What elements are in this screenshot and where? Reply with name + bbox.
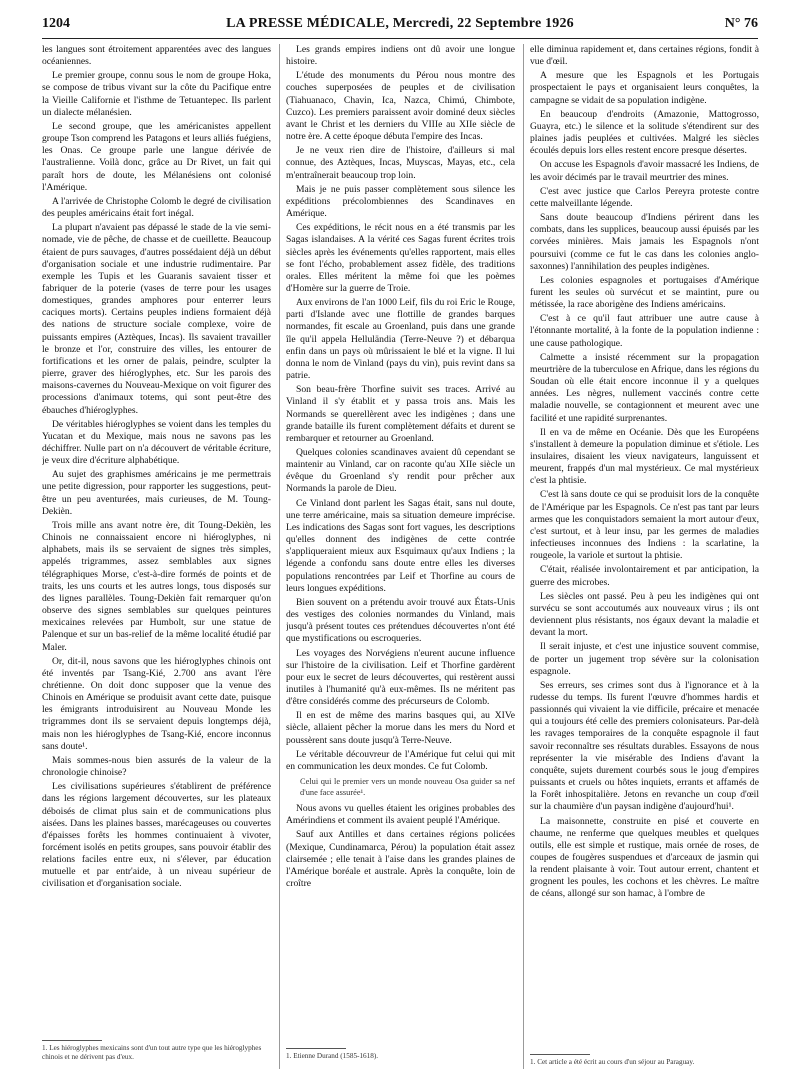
- paragraph: A l'arrivée de Christophe Colomb le degré de civilisation des peuples américains était fort inégal.: [42, 195, 271, 220]
- paragraph: Au sujet des graphismes américains je me permettrais une petite digression, pour rapporter les suggestions, peut-être un peu aventurées, mais curieuses, de M. Toung-Dekièn.: [42, 469, 271, 517]
- column-divider: [279, 44, 280, 1069]
- paragraph: De véritables hiéroglyphes se voient dans les temples du Yucatan et du Mexique, mais nous ne savons pas les déchiffrer. Nulle part on n'a découvert de véritable écriture, je veux dire d'écriture alphabétique.: [42, 418, 271, 467]
- footnote-rule: [286, 1048, 346, 1049]
- paragraph: Le second groupe, que les américanistes appellent groupe Tson comprend les Patagons et leurs alliés fuégiens, les Onas. Ce groupe parle une langue dérivée de l'australienne. Voilà donc, grâce au Dr Rivet, un fait qui paraît hors de doute, les Mélanésiens ont colonisé l'Amérique.: [42, 120, 271, 193]
- paragraph: Sauf aux Antilles et dans certaines régions policées (Mexique, Cundinamarca, Pérou) la population était assez clairsemée ; elle tenait à l'aise dans les grandes plaines de l'Amérique boréale et australe. Après la conquête, loin de croître: [286, 829, 515, 889]
- paragraph: Mais sommes-nous bien assurés de la valeur de la chronologie chinoise?: [42, 754, 271, 779]
- paragraph: L'étude des monuments du Pérou nous montre des couches superposées de peuples et de civilisation (Tiahuanaco, Chavin, Ica, Nazca, Chimú, Chimbote, Cuzco). Les premiers paraissent avoir dominé deux siècles avant le Christ et les derniers du VIIIe au XIIe siècle de notre ère. A cette époque débuta l'empire des Incas.: [286, 70, 515, 143]
- paragraph: Ces expéditions, le récit nous en a été transmis par les Sagas islandaises. A la vérité ces Sagas furent écrites trois siècles après les événements qu'elles rapportent, mais elles se font l'écho, probablement assez fidèle, des traditions orales. Elles méritent la même foi que les poèmes d'Homère sur la guerre de Troie.: [286, 222, 515, 294]
- column-2: [286, 44, 515, 1074]
- paragraph: C'est là sans doute ce qui se produisit lors de la conquête de l'Amérique par les Espagnols. Ce n'est pas tant par leurs armes que les conquistadors semaient la mort autour d'eux, c'est surtout, et à leur insu, par les germes de maladies infectieuses inconnues des Indiens : la scarlatine, la rougeole, la variole et surtout la phtisie.: [530, 489, 759, 562]
- paragraph: Mais je ne puis passer complètement sous silence les expéditions précolombiennes des Scandinaves en Amérique.: [286, 183, 515, 220]
- paragraph: Son beau-frère Thorfine suivit ses traces. Arrivé au Vinland il s'y établit et y passa trois ans. Mais les Normands se querellèrent avec les indigènes ; dans une grande bataille ils furent complètement défaits et durent se rembarquer et retourner au Groenland.: [286, 384, 515, 444]
- issue-number: N° 76: [724, 16, 758, 31]
- paragraph: Les colonies espagnoles et portugaises d'Amérique furent les seules où survécut et se maintint, pure ou métissée, la race aborigène des Indiens américains.: [530, 274, 759, 311]
- paragraph: En beaucoup d'endroits (Amazonie, Mattogrosso, Guayra, etc.) le silence et la solitude s'étendirent sur des plaines jadis peuplées et cultivées. Malgré les siècles écoulés depuis lors elles restent encore presque désertes.: [530, 108, 759, 157]
- paragraph: Or, dit-il, nous savons que les hiéroglyphes chinois ont été inventés par Tsang-Kié, 2.700 ans avant l'ère chrétienne. On doit donc supposer que la venue des Chinois en Amérique se produisit avant cette date, puisque les émigrants introduisirent au Nouveau Monde les trigrammes dont ils se servaient depuis longtemps déjà, mais non les hiéroglyphes de Tsang-Kié, encore inconnus sans doute¹.: [42, 655, 271, 752]
- paragraph: Calmette a insisté récemment sur la propagation meurtrière de la tuberculose en Afrique, dans les régions du Soudan où elle était encore inconnue il y a quelques années. Les nègres, nullement vaccinés contre cette maladie nouvelle, se contagionnent et meurent avec une facilité et une rapidité surprenantes.: [530, 351, 759, 424]
- paragraph: Sans doute beaucoup d'Indiens périrent dans les combats, dans les supplices, beaucoup aussi épuisés par les corvées minières. Mais jamais les Espagnols n'ont poursuivi (comme ce fut le cas dans les colonies anglo-saxonnes) l'annihilation des peuples indigènes.: [530, 212, 759, 272]
- journal-title: LA PRESSE MÉDICALE, Mercredi, 22 Septembre 1926: [226, 16, 574, 31]
- column-divider: [523, 44, 524, 1069]
- paragraph: C'est à ce qu'il faut attribuer une autre cause à l'étonnante mortalité, à la fonte de la population indienne : une cause pathologique.: [530, 313, 759, 349]
- verse-quote: Celui qui le premier vers un monde nouveau Osa guider sa nef d'une face assurée¹.: [300, 777, 515, 798]
- footnote: 1. Les hiéroglyphes mexicains sont d'un tout autre type que les hiéroglyphes chinois et ne dérivent pas d'eux.: [42, 1044, 262, 1061]
- paragraph: Quelques colonies scandinaves avaient dû cependant se maintenir au Vinland, car on raconte qu'au XIIe siècle un évêque du Groenland s'y rendit pour prêcher aux Normands la parole de Dieu.: [286, 447, 515, 495]
- column-3: [530, 44, 759, 1074]
- paragraph: A mesure que les Espagnols et les Portugais prospectaient le pays et organisaient leurs conquêtes, la campagne se vidait de sa population indigène.: [530, 70, 759, 106]
- paragraph: C'est avec justice que Carlos Pereyra proteste contre cette malveillante légende.: [530, 185, 759, 209]
- footnote-rule: [42, 1040, 102, 1041]
- paragraph: Je ne veux rien dire de l'histoire, d'ailleurs si mal connue, des Aztèques, Incas, Muyscas, Mayas, etc., cela m'entraînerait beaucoup trop loin.: [286, 145, 515, 181]
- paragraph: Le véritable découvreur de l'Amérique fut celui qui mit en communication les deux mondes. Ce fut Colomb.: [286, 748, 515, 772]
- paragraph: La maisonnette, construite en pisé et couverte en chaume, ne renferme que quelques meubles et quelques outils, elle est simple et rustique, mais ornée de roses, de coupes de fougères suspendues et d'arceaux de jasmin qui la rendent plaisante à voir. Tout autour errent, chantent et grognent les poules, les cochons et les chèvres. Le maître de céans, allongé sur son hamac, à l'ombre de: [530, 815, 759, 900]
- paragraph: elle diminua rapidement et, dans certaines régions, fondit à vue d'œil.: [530, 44, 759, 68]
- paragraph: Ce Vinland dont parlent les Sagas était, sans nul doute, une terre américaine, mais sa situation demeure imprécise. Les indications des Sagas sont fort vagues, les descriptions qu'elles donnent des indigènes de cette contrée s'appliqueraient mieux aux Esquimaux qu'aux Indiens ; la légende a confondu sans doute entre elles les diverses populations rencontrées par Leif et Thorfine au cours de leurs longues expéditions.: [286, 497, 515, 594]
- header-rule: [42, 38, 758, 39]
- page-header: [42, 12, 758, 34]
- paragraph: Les civilisations supérieures s'établirent de préférence dans les régions largement découvertes, sur les plateaux déboisés de climat plus sain et de communications plus aisées. Dans les plaines basses, marécageuses ou couvertes d'épaisses forêts les hommes continuaient à vivoter, forcément isolés en petits groupes, sans pouvoir établir des relations faciles entre eux, ni s'élever, par éducation mutuelle et par entr'aide, à un niveau supérieur de civilisation et d'organisation sociale.: [42, 781, 271, 890]
- paragraph: Les voyages des Norvégiens n'eurent aucune influence sur l'histoire de la civilisation. Leif et Thorfine gardèrent pour eux le secret de leurs découvertes, qui restèrent aussi inutiles à l'humanité qu'à eux-mêmes. Ils ne méritent pas d'être considérés comme des précurseurs de Colomb.: [286, 647, 515, 708]
- paragraph: Bien souvent on a prétendu avoir trouvé aux États-Unis des vestiges des colonies normandes du Vinland, mais jusqu'à présent toutes ces prétendues découvertes n'ont été que mystifications ou escroqueries.: [286, 596, 515, 645]
- paragraph: les langues sont étroitement apparentées avec des langues océaniennes.: [42, 44, 271, 68]
- paragraph: Il en est de même des marins basques qui, au XIVe siècle, allaient pêcher la morue dans les mers du Nord et poussèrent sans doute jusqu'à Terre-Neuve.: [286, 710, 515, 746]
- paragraph: Nous avons vu quelles étaient les origines probables des Amérindiens et comment ils avaient peuplé l'Amérique.: [286, 803, 515, 827]
- column-1: [42, 44, 271, 1074]
- page-number: 1204: [42, 16, 70, 31]
- footnote: 1. Cet article a été écrit au cours d'un séjour au Paraguay.: [530, 1058, 695, 1066]
- paragraph: Les siècles ont passé. Peu à peu les indigènes qui ont survécu se sont accoutumés aux nouveaux virus ; ils ont deviennent plus résistants, nos égaux devant la maladie et devant la mort.: [530, 590, 759, 639]
- footnote-rule: [530, 1054, 590, 1055]
- paragraph: La plupart n'avaient pas dépassé le stade de la vie semi-nomade, vie de pêche, de chasse et de cueillette. Beaucoup étaient de purs sauvages, d'autres possédaient déjà un début d'organisation sociale et une industrie rudimentaire. Par exemple les Tupis et les Guaranis savaient tisser et fabriquer de la poterie (vases de terre pour les usages domestiques, grandes amphores pour enterrer leurs caciques morts). Certains peuples indiens formaient déjà des nations de structure sociale complexe, voire de puissants empires (Aztèques, Incas). Ils savaient travailler le bronze et l'or, construire des villes, les entourer de fortifications et les orner de palais, peindre, sculpter la pierre, graver des hiéroglyphes, etc. Sur les parois des maisons-cavernes du Nouveau-Mexique on voit figurer des processions d'animaux totems, qui sont peut-être des ébauches d'hiéroglyphes.: [42, 222, 271, 416]
- paragraph: Le premier groupe, connu sous le nom de groupe Hoka, se compose de tribus vivant sur la côte du Pacifique entre la Vieille Californie et l'isthme de Tetuantepec. Ils parlent un dialecte mélanésien.: [42, 70, 271, 118]
- paragraph: Il serait injuste, et c'est une injustice souvent commise, de porter un jugement trop sévère sur la colonisation espagnole.: [530, 641, 759, 677]
- paragraph: Aux environs de l'an 1000 Leif, fils du roi Eric le Rouge, parti d'Islande avec une flottille de grandes barques normandes, fit escale au Groenland, puis dans une grande île qu'il appela Helluländia (Terre-Neuve ?) et débarqua enfin dans un pays où mûrissaient le blé et la vigne. Il lui donna le nom de Vinland (pays du vin), puis revint dans sa patrie.: [286, 297, 515, 382]
- paragraph: Trois mille ans avant notre ère, dit Toung-Dekièn, les Chinois ne connaissaient encore ni hiéroglyphes, ni alphabets, mais ils se servaient de signes très simples, appelés trigrammes, assez semblables aux signes télégraphiques Morse, c'est-à-dire formés de points et de traits, les uns courts et les autres longs, tous disposés sur des lignes parallèles. Toung-Dekièn fait remarquer qu'on observe des signes semblables sur quelques peintures mexicaines relevées par Humbolt, sur une statue de Palenque et sur un bas-relief de la même localité étudié par Maler.: [42, 519, 271, 653]
- footnote: 1. Etienne Durand (1585-1618).: [286, 1052, 379, 1060]
- paragraph: Ses erreurs, ses crimes sont dus à l'ignorance et à la rudesse du temps. Ils furent l'œuvre d'hommes hardis et passionnés qui vivaient la vie difficile, précaire et menacée qui a toujours été celle des premiers colonisateurs. Par-delà les ravages temporaires de la conquête espagnole il faut savoir reconnaître ses résultats durables. Essayons de nous représenter la vie misérable des Indiens d'avant la conquête, sujets durement courbés sous le joug d'empires puissants et cruels ou hôtes inquiets, errants et affamés de la Forêt inhospitalière. Jetons en revanche un coup d'œil sur la chaumière d'un paysan indigène d'aujourd'hui¹.: [530, 679, 759, 813]
- paragraph: On accuse les Espagnols d'avoir massacré les Indiens, de les avoir décimés par le travail meurtrier des mines.: [530, 159, 759, 183]
- paragraph: C'était, réalisée involontairement et par anticipation, la guerre des microbes.: [530, 564, 759, 588]
- paragraph: Il en va de même en Océanie. Dès que les Européens s'installent à demeure la population diminue et s'étiole. Les insulaires, disaient les vieux navigateurs, languissent et meurent, frappés d'un mal mystérieux. Ce mal mystérieux c'est la phtisie.: [530, 426, 759, 487]
- paragraph: Les grands empires indiens ont dû avoir une longue histoire.: [286, 44, 515, 68]
